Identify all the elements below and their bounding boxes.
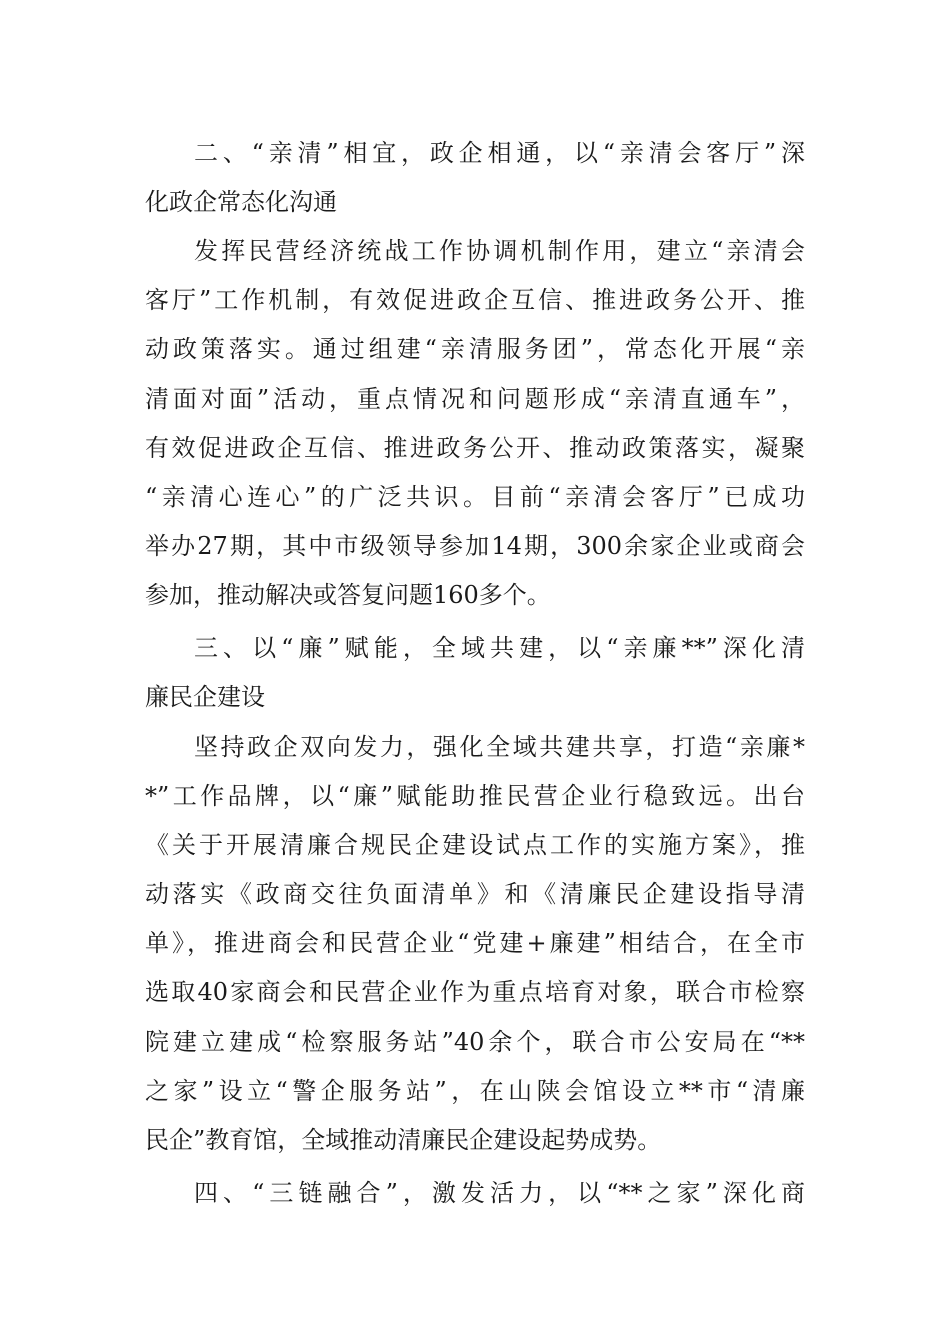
- section-heading-3-line-2: 廉民企建设: [145, 683, 265, 711]
- paragraph-line: 院建立建成“检察服务站”40余个，联合市公安局在“**: [145, 1028, 805, 1056]
- section-heading-2-line-2: 化政企常态化沟通: [145, 188, 337, 216]
- paragraph-line: 民企”教育馆，全域推动清廉民企建设起势成势。: [145, 1126, 662, 1154]
- paragraph-line: “亲清心连心”的广泛共识。目前“亲清会客厅”已成功: [145, 483, 805, 511]
- paragraph-line: 有效促进政企互信、推进政务公开、推动政策落实，凝聚: [145, 434, 805, 462]
- section-heading-2-line-1: 二、“亲清”相宜，政企相通，以“亲清会客厅”深: [194, 139, 805, 167]
- paragraph-line: 之家”设立“警企服务站”，在山陕会馆设立**市“清廉: [145, 1077, 805, 1105]
- paragraph-line: 清面对面”活动，重点情况和问题形成“亲清直通车”，: [145, 385, 805, 413]
- paragraph-line: 坚持政企双向发力，强化全域共建共享，打造“亲廉*: [194, 733, 805, 761]
- paragraph-line: 客厅”工作机制，有效促进政企互信、推进政务公开、推: [145, 286, 805, 314]
- paragraph-line: 单》，推进商会和民营企业“党建+廉建”相结合，在全市: [145, 929, 805, 957]
- paragraph-line: 发挥民营经济统战工作协调机制作用，建立“亲清会: [194, 237, 805, 265]
- paragraph-line: 参加，推动解决或答复问题160多个。: [145, 581, 551, 609]
- paragraph-line: 《关于开展清廉合规民企建设试点工作的实施方案》，推: [145, 831, 805, 859]
- paragraph-line: 动落实《政商交往负面清单》和《清廉民企建设指导清: [145, 880, 805, 908]
- section-heading-4-line-1: 四、“三链融合”，激发活力，以“**之家”深化商: [194, 1179, 805, 1207]
- paragraph-line: 举办27期，其中市级领导参加14期，300余家企业或商会: [145, 532, 805, 560]
- section-heading-3-line-1: 三、以“廉”赋能，全域共建，以“亲廉**”深化清: [194, 634, 805, 662]
- paragraph-line: 动政策落实。通过组建“亲清服务团”，常态化开展“亲: [145, 335, 805, 363]
- paragraph-line: 选取40家商会和民营企业作为重点培育对象，联合市检察: [145, 978, 805, 1006]
- paragraph-line: *”工作品牌，以“廉”赋能助推民营企业行稳致远。出台: [145, 782, 805, 810]
